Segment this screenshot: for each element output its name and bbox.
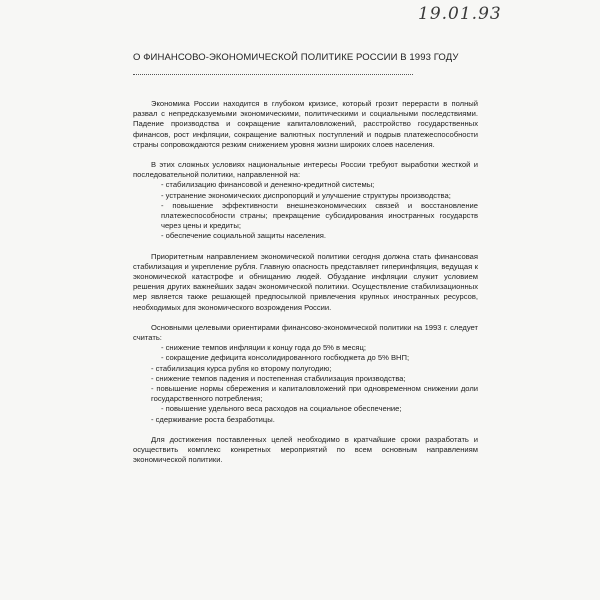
- list-item: - повышение нормы сбережения и капиталовложений при одновременном снижении доли государственного потребления;: [151, 384, 478, 404]
- document-body: [133, 99, 478, 466]
- handwritten-date: 19.01.93: [418, 4, 502, 24]
- paragraph-goals-intro: В этих сложных условиях национальные интересы России требуют выработки жесткой и последовательной политики, направленной на:: [133, 160, 478, 180]
- document-title: О ФИНАНСОВО-ЭКОНОМИЧЕСКОЙ ПОЛИТИКЕ РОССИИ В 1993 ГОДУ: [133, 52, 459, 63]
- list-item: - снижение темпов инфляции к концу года до 5% в месяц;: [161, 343, 367, 353]
- paragraph-crisis: Экономика России находится в глубоком кризисе, который грозит перерасти в полный развал с непредсказуемыми экономическими, политическими и социальными последствиями. Падение производства и сокращение капиталовложений, расстройство государственных финансов, рост инфляции, сокращение валютных поступлений и подрыв платежеспособности страны сопровождаются резким снижением уровня жизни широких слоев населения.: [133, 99, 478, 149]
- list-item: - повышение эффективности внешнеэкономических связей и восстановление платежеспособности страны; прекращение субсидирования иностранных государств через цены и кредиты;: [161, 200, 478, 231]
- list-item: - устранение экономических диспропорций и улучшение структуры производства;: [161, 190, 451, 200]
- paragraph-targets-intro: Основными целевыми ориентирами финансово-экономической политики на 1993 г. следует считать:: [133, 322, 478, 343]
- list-item: - снижение темпов падения и постепенная стабилизация производства;: [151, 373, 406, 383]
- paragraph-conclusion: Для достижения поставленных целей необходимо в кратчайшие сроки разработать и осуществить комплекс конкретных мероприятий по всем основным направлениям экономической политики.: [133, 434, 478, 465]
- paragraph-priority: Приоритетным направлением экономической политики сегодня должна стать финансовая стабилизация и укрепление рубля. Главную опасность представляет гиперинфляция, ведущая к экономической катастрофе и обнищанию людей. Обуздание инфляции служит условием решения других важнейших задач экономической политики. Осуществление стабилизационных мер является также решающей предпосылкой привлечения крупных иностранных ресурсов, необходимых для экономического возрождения России.: [133, 251, 478, 312]
- list-item: - повышение удельного веса расходов на социальное обеспечение;: [161, 404, 402, 414]
- list-item: - стабилизация курса рубля ко второму полугодию;: [151, 363, 332, 373]
- list-item: - сдерживание роста безработицы.: [151, 414, 275, 424]
- list-item: - сокращение дефицита консолидированного госбюджета до 5% ВНП;: [161, 353, 410, 363]
- list-item: - стабилизацию финансовой и денежно-кредитной системы;: [161, 180, 375, 190]
- list-item: - обеспечение социальной защиты населения.: [161, 231, 326, 241]
- title-underline: [133, 74, 413, 75]
